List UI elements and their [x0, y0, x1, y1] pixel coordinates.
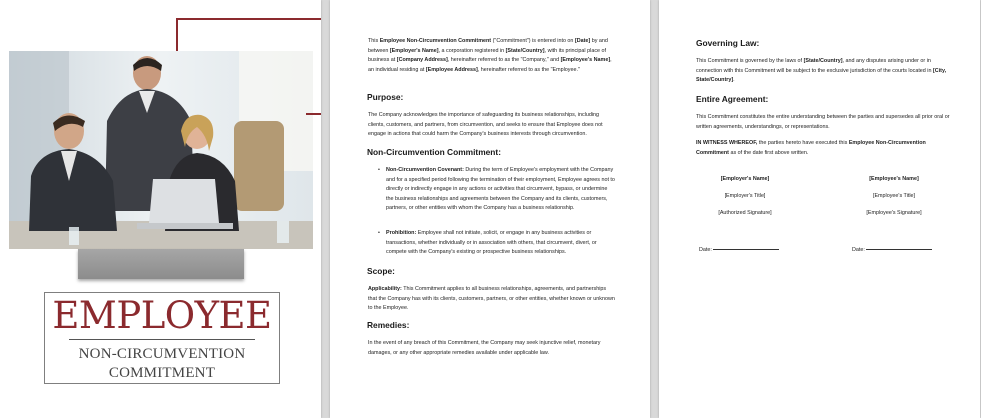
employee-date-line [852, 247, 932, 253]
document-page-2 [330, 0, 650, 418]
cover-grey-band [78, 249, 244, 279]
witness-paragraph: IN WITNESS WHEREOF, the parties hereto have executed this Employee Non-Circumvention Commitment as of the date first above written. [696, 140, 926, 156]
purpose-paragraph: The Company acknowledges the importance of safeguarding its business relationships, including clients, customers, and partners, from circumvention, and seeks to ensure that Employee does not engage in actions that could harm the Company's business interests through circumvention. [368, 112, 603, 138]
employer-signature-block [685, 175, 805, 218]
cover-frame-line [176, 18, 321, 20]
employee-signature-block [834, 175, 954, 218]
employer-date-field[interactable] [713, 249, 779, 250]
bullet-dot: • [378, 230, 380, 236]
cover-frame-line [176, 18, 178, 52]
employer-signature: [Authorized Signature] [718, 210, 772, 216]
cover-subtitle-line2: COMMITMENT [108, 365, 216, 381]
employee-title: [Employee's Title] [872, 193, 916, 199]
governing-law-heading: Governing Law: [696, 38, 760, 48]
employee-signature: [Employee's Signature] [866, 210, 922, 216]
employer-title: [Employer's Title] [724, 193, 766, 199]
remedies-heading: Remedies: [367, 320, 410, 330]
remedies-paragraph: In the event of any breach of this Commitment, the Company may seek injunctive relief, monetary damages, or any other appropriate remedies available under applicable law. [368, 340, 601, 356]
cover-page [0, 0, 321, 418]
scope-heading: Scope: [367, 266, 395, 276]
employer-date-label: Date: [699, 247, 712, 253]
intro-paragraph: This Employee Non-Circumvention Commitment ("Commitment") is entered into on [Date] by and between [Employer's Name], a corporation registered in [State/Country], with its principal place of business at [Company Address], hereinafter referred to as the "Company," and [Employee's Name], an individual residing at [Employee Address], hereinafter referred to as the "Employee." [368, 38, 612, 73]
employer-name: [Employer's Name] [720, 176, 770, 182]
cover-frame-line [306, 113, 321, 115]
purpose-heading: Purpose: [367, 92, 404, 102]
governing-law-paragraph: This Commitment is governed by the laws of [State/Country], and any disputes arising under or in connection with this Commitment will be subject to the exclusive jurisdiction of the courts located in [City, State/Country]. [696, 58, 947, 84]
cover-subtitle-line1: NON-CIRCUMVENTION [78, 346, 246, 362]
cover-subtitle [45, 345, 279, 383]
bullet-prohibition: Prohibition: Employee shall not initiate, solicit, or engage in any business activities or transactions, whether individually or in association with others, that circumvent, divert, or compete with the Company's existing or prospective business relationships. [386, 230, 597, 256]
bullet-dot: • [378, 167, 380, 173]
employer-date-line [699, 247, 779, 253]
employee-date-field[interactable] [866, 249, 932, 250]
bullet-covenant: Non-Circumvention Covenant: During the term of Employee's employment with the Company and for a specified period following the termination of their employment, Employee agrees not to directly or indirectly engage in any actions or activities that circumvent, bypass, or undermine the business relationships and agreements between the Company and its clients, customers, partners, or other entities with whom the Company has a business relationship. [386, 167, 615, 212]
cover-title-rule [69, 339, 255, 340]
document-page-3 [659, 0, 980, 418]
entire-agreement-heading: Entire Agreement: [696, 94, 769, 104]
scope-paragraph: Applicability: This Commitment applies to all business relationships, agreements, and partnerships that the Company has with its clients, customers, partners, or other entities, whether known or unknown to the Employee. [368, 286, 615, 312]
entire-agreement-paragraph: This Commitment constitutes the entire understanding between the parties and supersedes all prior oral or written agreements, understandings, or representations. [696, 114, 950, 130]
cover-title: EMPLOYEE [52, 294, 272, 337]
employee-name: [Employee's Name] [869, 176, 919, 182]
non-circumvention-heading: Non-Circumvention Commitment: [367, 147, 501, 157]
cover-title-box [44, 292, 280, 384]
cover-photo [9, 51, 313, 249]
employee-date-label: Date: [852, 247, 865, 253]
